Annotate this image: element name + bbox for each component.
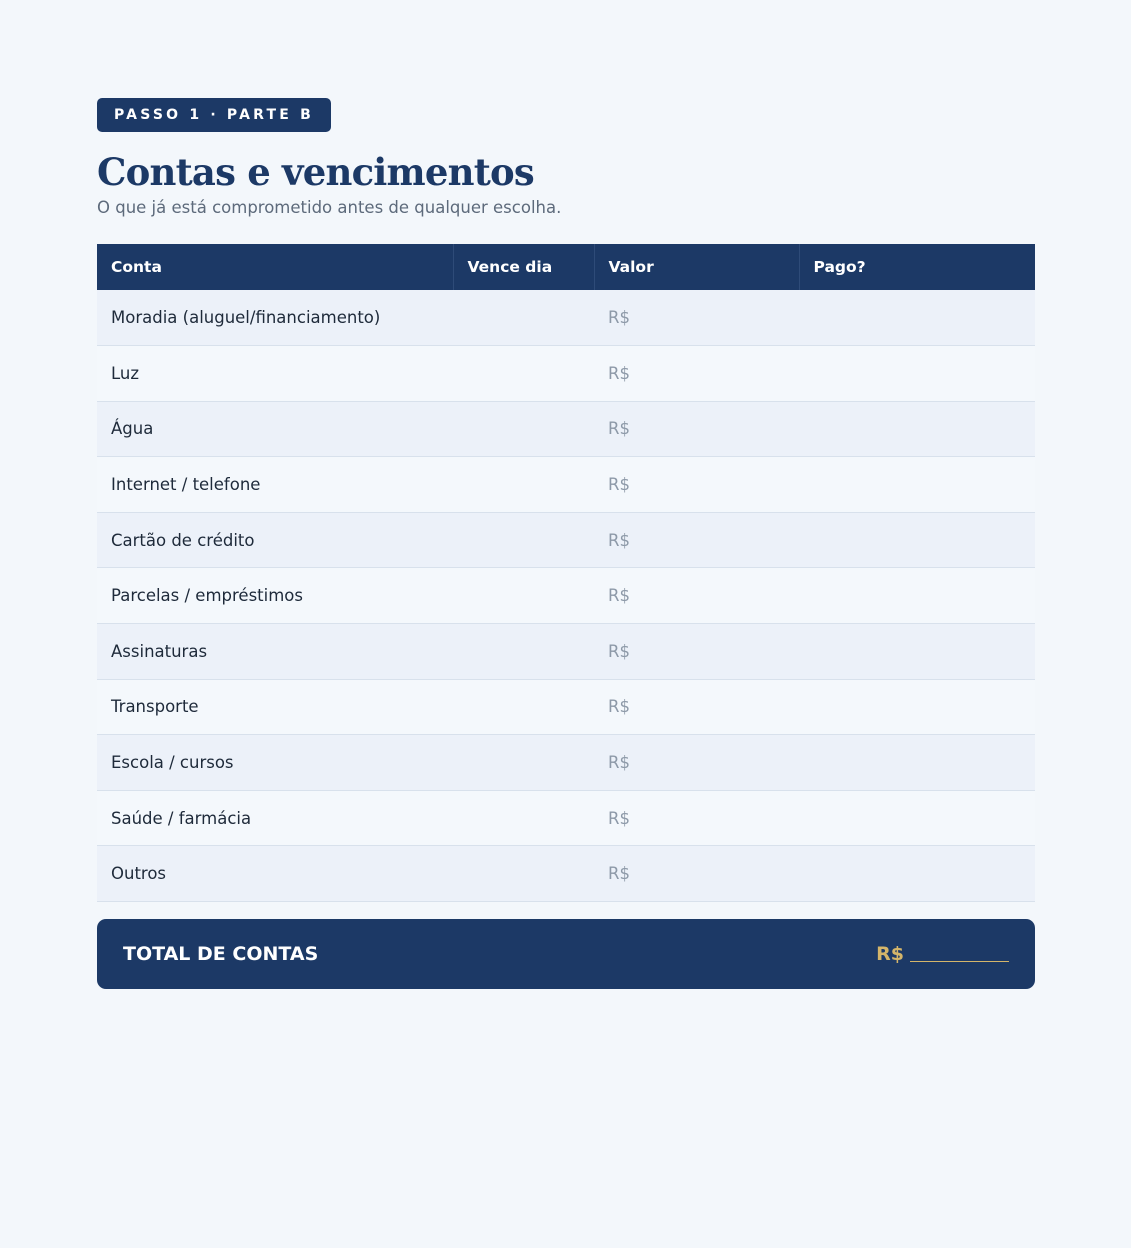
conta-cell: Água — [97, 401, 453, 457]
pago-cell[interactable] — [799, 568, 1035, 624]
table-row — [97, 290, 1035, 346]
pago-cell[interactable] — [799, 290, 1035, 346]
total-value — [876, 943, 1009, 965]
valor-cell[interactable]: R$ — [594, 290, 799, 346]
pago-cell[interactable] — [799, 346, 1035, 402]
page-title: Contas e vencimentos — [97, 150, 534, 194]
vence-dia-cell[interactable] — [453, 679, 594, 735]
table-row — [97, 346, 1035, 402]
total-blank-line[interactable] — [910, 961, 1009, 962]
valor-cell[interactable]: R$ — [594, 679, 799, 735]
table-row — [97, 568, 1035, 624]
vence-dia-cell[interactable] — [453, 568, 594, 624]
header-vence-dia: Vence dia — [453, 244, 594, 290]
table-row — [97, 679, 1035, 735]
valor-cell[interactable]: R$ — [594, 846, 799, 902]
valor-cell[interactable]: R$ — [594, 624, 799, 680]
conta-cell: Internet / telefone — [97, 457, 453, 513]
header-pago: Pago? — [799, 244, 1035, 290]
pago-cell[interactable] — [799, 624, 1035, 680]
valor-cell[interactable]: R$ — [594, 512, 799, 568]
table-row — [97, 790, 1035, 846]
valor-cell[interactable]: R$ — [594, 346, 799, 402]
vence-dia-cell[interactable] — [453, 290, 594, 346]
valor-cell[interactable]: R$ — [594, 568, 799, 624]
total-currency: R$ — [876, 943, 904, 966]
conta-cell: Parcelas / empréstimos — [97, 568, 453, 624]
pago-cell[interactable] — [799, 401, 1035, 457]
table-row — [97, 846, 1035, 902]
step-badge: PASSO 1 · PARTE B — [97, 98, 331, 132]
valor-cell[interactable]: R$ — [594, 790, 799, 846]
conta-cell: Transporte — [97, 679, 453, 735]
valor-cell[interactable]: R$ — [594, 457, 799, 513]
pago-cell[interactable] — [799, 457, 1035, 513]
table-row — [97, 457, 1035, 513]
conta-cell: Cartão de crédito — [97, 512, 453, 568]
valor-cell[interactable]: R$ — [594, 401, 799, 457]
bills-table-body — [97, 290, 1035, 902]
vence-dia-cell[interactable] — [453, 846, 594, 902]
table-row — [97, 512, 1035, 568]
vence-dia-cell[interactable] — [453, 346, 594, 402]
vence-dia-cell[interactable] — [453, 735, 594, 791]
header-valor: Valor — [594, 244, 799, 290]
bills-table — [97, 244, 1035, 902]
total-label: TOTAL DE CONTAS — [123, 943, 319, 966]
vence-dia-cell[interactable] — [453, 401, 594, 457]
conta-cell: Luz — [97, 346, 453, 402]
pago-cell[interactable] — [799, 735, 1035, 791]
vence-dia-cell[interactable] — [453, 624, 594, 680]
conta-cell: Assinaturas — [97, 624, 453, 680]
vence-dia-cell[interactable] — [453, 512, 594, 568]
conta-cell: Escola / cursos — [97, 735, 453, 791]
vence-dia-cell[interactable] — [453, 790, 594, 846]
table-row — [97, 624, 1035, 680]
pago-cell[interactable] — [799, 679, 1035, 735]
pago-cell[interactable] — [799, 790, 1035, 846]
table-row — [97, 735, 1035, 791]
conta-cell: Outros — [97, 846, 453, 902]
pago-cell[interactable] — [799, 512, 1035, 568]
pago-cell[interactable] — [799, 846, 1035, 902]
conta-cell: Moradia (aluguel/financiamento) — [97, 290, 453, 346]
conta-cell: Saúde / farmácia — [97, 790, 453, 846]
page-subtitle: O que já está comprometido antes de qualquer escolha. — [97, 198, 562, 217]
total-bar — [97, 919, 1035, 989]
table-row — [97, 401, 1035, 457]
table-header-row — [97, 244, 1035, 290]
worksheet-page — [97, 98, 1035, 989]
header-conta: Conta — [97, 244, 453, 290]
vence-dia-cell[interactable] — [453, 457, 594, 513]
valor-cell[interactable]: R$ — [594, 735, 799, 791]
